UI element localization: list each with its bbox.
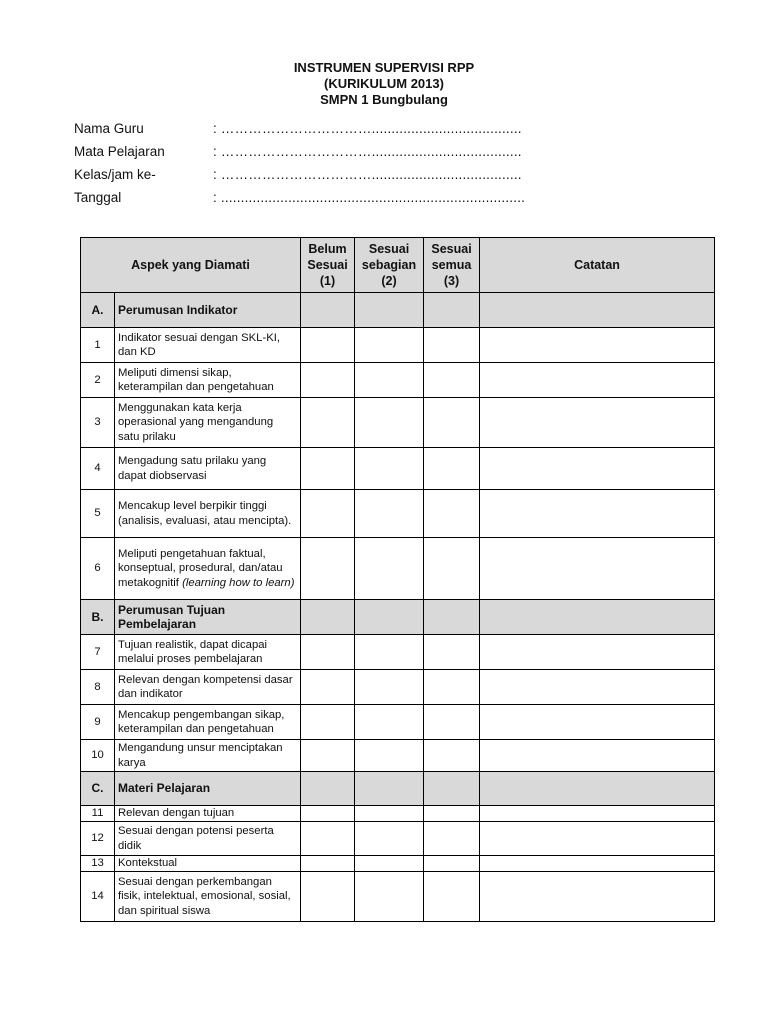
- table-row: [81, 670, 715, 705]
- cell-catatan[interactable]: [480, 490, 715, 538]
- cell-belum[interactable]: [301, 293, 355, 328]
- row-aspect-text-main: Meliputi pengetahuan faktual, konseptual, prosedural, dan/atau metakognitif: [118, 547, 283, 589]
- cell-belum[interactable]: [301, 328, 355, 363]
- section-code: A.: [81, 293, 115, 328]
- section-title: Perumusan Indikator: [115, 293, 301, 328]
- cell-semua[interactable]: [424, 772, 480, 806]
- cell-belum[interactable]: [301, 856, 355, 872]
- cell-sebagian[interactable]: [355, 872, 424, 922]
- table-row: [81, 363, 715, 398]
- cell-semua[interactable]: [424, 293, 480, 328]
- info-row-nama-guru: [74, 121, 694, 144]
- table-row: [81, 328, 715, 363]
- row-aspect-text: Indikator sesuai dengan SKL-KI, dan KD: [115, 328, 301, 363]
- row-number: 5: [81, 490, 115, 538]
- cell-semua[interactable]: [424, 822, 480, 856]
- cell-sebagian[interactable]: [355, 448, 424, 490]
- cell-semua[interactable]: [424, 490, 480, 538]
- row-aspect-text: Menggunakan kata kerja operasional yang mengandung satu prilaku: [115, 398, 301, 448]
- info-value-blank: : .............................................................................: [213, 190, 526, 205]
- cell-catatan[interactable]: [480, 600, 715, 635]
- row-number: 13: [81, 856, 115, 872]
- cell-semua[interactable]: [424, 328, 480, 363]
- cell-belum[interactable]: [301, 490, 355, 538]
- header-belum-sesuai: [301, 238, 355, 293]
- cell-sebagian[interactable]: [355, 490, 424, 538]
- table-row: [81, 398, 715, 448]
- title-line-1: INSTRUMEN SUPERVISI RPP: [293, 60, 475, 75]
- table-row: [81, 872, 715, 922]
- cell-belum[interactable]: [301, 600, 355, 635]
- cell-belum[interactable]: [301, 740, 355, 772]
- title-line-2: (KURIKULUM 2013): [324, 76, 444, 91]
- table-row: [81, 448, 715, 490]
- cell-catatan[interactable]: [480, 740, 715, 772]
- cell-sebagian[interactable]: [355, 740, 424, 772]
- row-aspect-text: [115, 538, 301, 600]
- cell-semua[interactable]: [424, 806, 480, 822]
- info-label: Nama Guru: [74, 121, 144, 136]
- table-header-row: [81, 238, 715, 293]
- title-line-3: SMPN 1 Bungbulang: [320, 92, 448, 107]
- row-aspect-text: Mencakup pengembangan sikap, keterampilan dan pengetahuan: [115, 705, 301, 740]
- cell-semua[interactable]: [424, 448, 480, 490]
- section-row-c: [81, 772, 715, 806]
- section-row-a: [81, 293, 715, 328]
- header-sebagian-line1: Sesuai: [368, 242, 410, 256]
- row-aspect-text: Mencakup level berpikir tinggi (analisis, evaluasi, atau mencipta).: [115, 490, 301, 538]
- cell-sebagian[interactable]: [355, 670, 424, 705]
- cell-catatan[interactable]: [480, 705, 715, 740]
- cell-belum[interactable]: [301, 806, 355, 822]
- cell-semua[interactable]: [424, 872, 480, 922]
- row-aspect-text: Tujuan realistik, dapat dicapai melalui proses pembelajaran: [115, 635, 301, 670]
- row-number: 10: [81, 740, 115, 772]
- info-label: Tanggal: [74, 190, 122, 205]
- info-row-mata-pelajaran: [74, 144, 694, 167]
- cell-belum[interactable]: [301, 448, 355, 490]
- table-row: [81, 822, 715, 856]
- info-row-kelas-jam: [74, 167, 694, 190]
- cell-belum[interactable]: [301, 363, 355, 398]
- cell-semua[interactable]: [424, 600, 480, 635]
- section-code: B.: [81, 600, 115, 635]
- table-row: [81, 806, 715, 822]
- cell-catatan[interactable]: [480, 856, 715, 872]
- row-aspect-text: Relevan dengan tujuan: [115, 806, 301, 822]
- cell-catatan[interactable]: [480, 772, 715, 806]
- cell-sebagian[interactable]: [355, 822, 424, 856]
- row-number: 11: [81, 806, 115, 822]
- cell-belum[interactable]: [301, 538, 355, 600]
- cell-sebagian[interactable]: [355, 705, 424, 740]
- cell-belum[interactable]: [301, 705, 355, 740]
- cell-sebagian[interactable]: [355, 363, 424, 398]
- row-aspect-text: Mengadung satu prilaku yang dapat diobservasi: [115, 448, 301, 490]
- info-label: Mata Pelajaran: [74, 144, 165, 159]
- document-title: [0, 60, 768, 108]
- table-row: [81, 856, 715, 872]
- row-number: 3: [81, 398, 115, 448]
- cell-semua[interactable]: [424, 363, 480, 398]
- header-sesuai-sebagian: [355, 238, 424, 293]
- cell-catatan[interactable]: [480, 872, 715, 922]
- header-semua-line3: (3): [443, 274, 460, 288]
- cell-semua[interactable]: [424, 740, 480, 772]
- row-aspect-text: Mengandung unsur menciptakan karya: [115, 740, 301, 772]
- header-semua-line1: Sesuai: [431, 242, 472, 256]
- cell-semua[interactable]: [424, 670, 480, 705]
- cell-semua[interactable]: [424, 705, 480, 740]
- cell-sebagian[interactable]: [355, 293, 424, 328]
- section-code: C.: [81, 772, 115, 806]
- supervision-table: [80, 237, 715, 922]
- row-aspect-text-italic: (learning how to learn): [182, 576, 295, 589]
- cell-belum[interactable]: [301, 635, 355, 670]
- row-aspect-text: Relevan dengan kompetensi dasar dan indikator: [115, 670, 301, 705]
- cell-sebagian[interactable]: [355, 600, 424, 635]
- info-label: Kelas/jam ke-: [74, 167, 156, 182]
- header-sebagian-line3: (2): [381, 274, 397, 288]
- row-aspect-text: Sesuai dengan potensi peserta didik: [115, 822, 301, 856]
- row-aspect-text: Sesuai dengan perkembangan fisik, intelektual, emosional, sosial, dan spiritual siswa: [115, 872, 301, 922]
- table-row: [81, 740, 715, 772]
- row-number: 4: [81, 448, 115, 490]
- cell-catatan[interactable]: [480, 293, 715, 328]
- info-row-tanggal: [74, 190, 694, 213]
- teacher-info-block: [74, 121, 694, 213]
- cell-semua[interactable]: [424, 538, 480, 600]
- cell-belum[interactable]: [301, 772, 355, 806]
- table-row: [81, 635, 715, 670]
- header-belum-line3: (1): [319, 274, 336, 288]
- section-title: Materi Pelajaran: [115, 772, 301, 806]
- cell-sebagian[interactable]: [355, 856, 424, 872]
- header-belum-line1: Belum: [308, 242, 347, 256]
- row-number: 9: [81, 705, 115, 740]
- section-row-b: [81, 600, 715, 635]
- row-number: 1: [81, 328, 115, 363]
- cell-semua[interactable]: [424, 856, 480, 872]
- row-number: 8: [81, 670, 115, 705]
- info-value-blank: : ……………………………......................................: [213, 144, 522, 159]
- section-title: Perumusan Tujuan Pembelajaran: [115, 600, 301, 635]
- row-aspect-text: Meliputi dimensi sikap, keterampilan dan pengetahuan: [115, 363, 301, 398]
- cell-catatan[interactable]: [480, 328, 715, 363]
- row-number: 14: [81, 872, 115, 922]
- info-value-blank: : ……………………………......................................: [213, 167, 522, 182]
- header-catatan: Catatan: [480, 238, 715, 293]
- header-sebagian-line2: sebagian: [361, 258, 417, 272]
- cell-semua[interactable]: [424, 398, 480, 448]
- header-sesuai-semua: [424, 238, 480, 293]
- table-row: [81, 490, 715, 538]
- header-semua-line2: semua: [431, 258, 472, 272]
- row-number: 12: [81, 822, 115, 856]
- cell-catatan[interactable]: [480, 538, 715, 600]
- table-row: [81, 538, 715, 600]
- cell-belum[interactable]: [301, 670, 355, 705]
- cell-sebagian[interactable]: [355, 806, 424, 822]
- row-number: 7: [81, 635, 115, 670]
- header-belum-line2: Sesuai: [307, 258, 348, 272]
- cell-catatan[interactable]: [480, 398, 715, 448]
- cell-belum[interactable]: [301, 872, 355, 922]
- cell-catatan[interactable]: [480, 363, 715, 398]
- cell-catatan[interactable]: [480, 670, 715, 705]
- table-row: [81, 705, 715, 740]
- cell-semua[interactable]: [424, 635, 480, 670]
- info-value-blank: : ……………………………......................................: [213, 121, 522, 136]
- row-number: 6: [81, 538, 115, 600]
- cell-catatan[interactable]: [480, 806, 715, 822]
- cell-sebagian[interactable]: [355, 538, 424, 600]
- cell-sebagian[interactable]: [355, 772, 424, 806]
- row-number: 2: [81, 363, 115, 398]
- cell-belum[interactable]: [301, 822, 355, 856]
- cell-catatan[interactable]: [480, 822, 715, 856]
- cell-sebagian[interactable]: [355, 635, 424, 670]
- header-aspek: Aspek yang Diamati: [81, 238, 301, 293]
- row-aspect-text: Kontekstual: [115, 856, 301, 872]
- cell-catatan[interactable]: [480, 635, 715, 670]
- cell-catatan[interactable]: [480, 448, 715, 490]
- cell-belum[interactable]: [301, 398, 355, 448]
- cell-sebagian[interactable]: [355, 328, 424, 363]
- cell-sebagian[interactable]: [355, 398, 424, 448]
